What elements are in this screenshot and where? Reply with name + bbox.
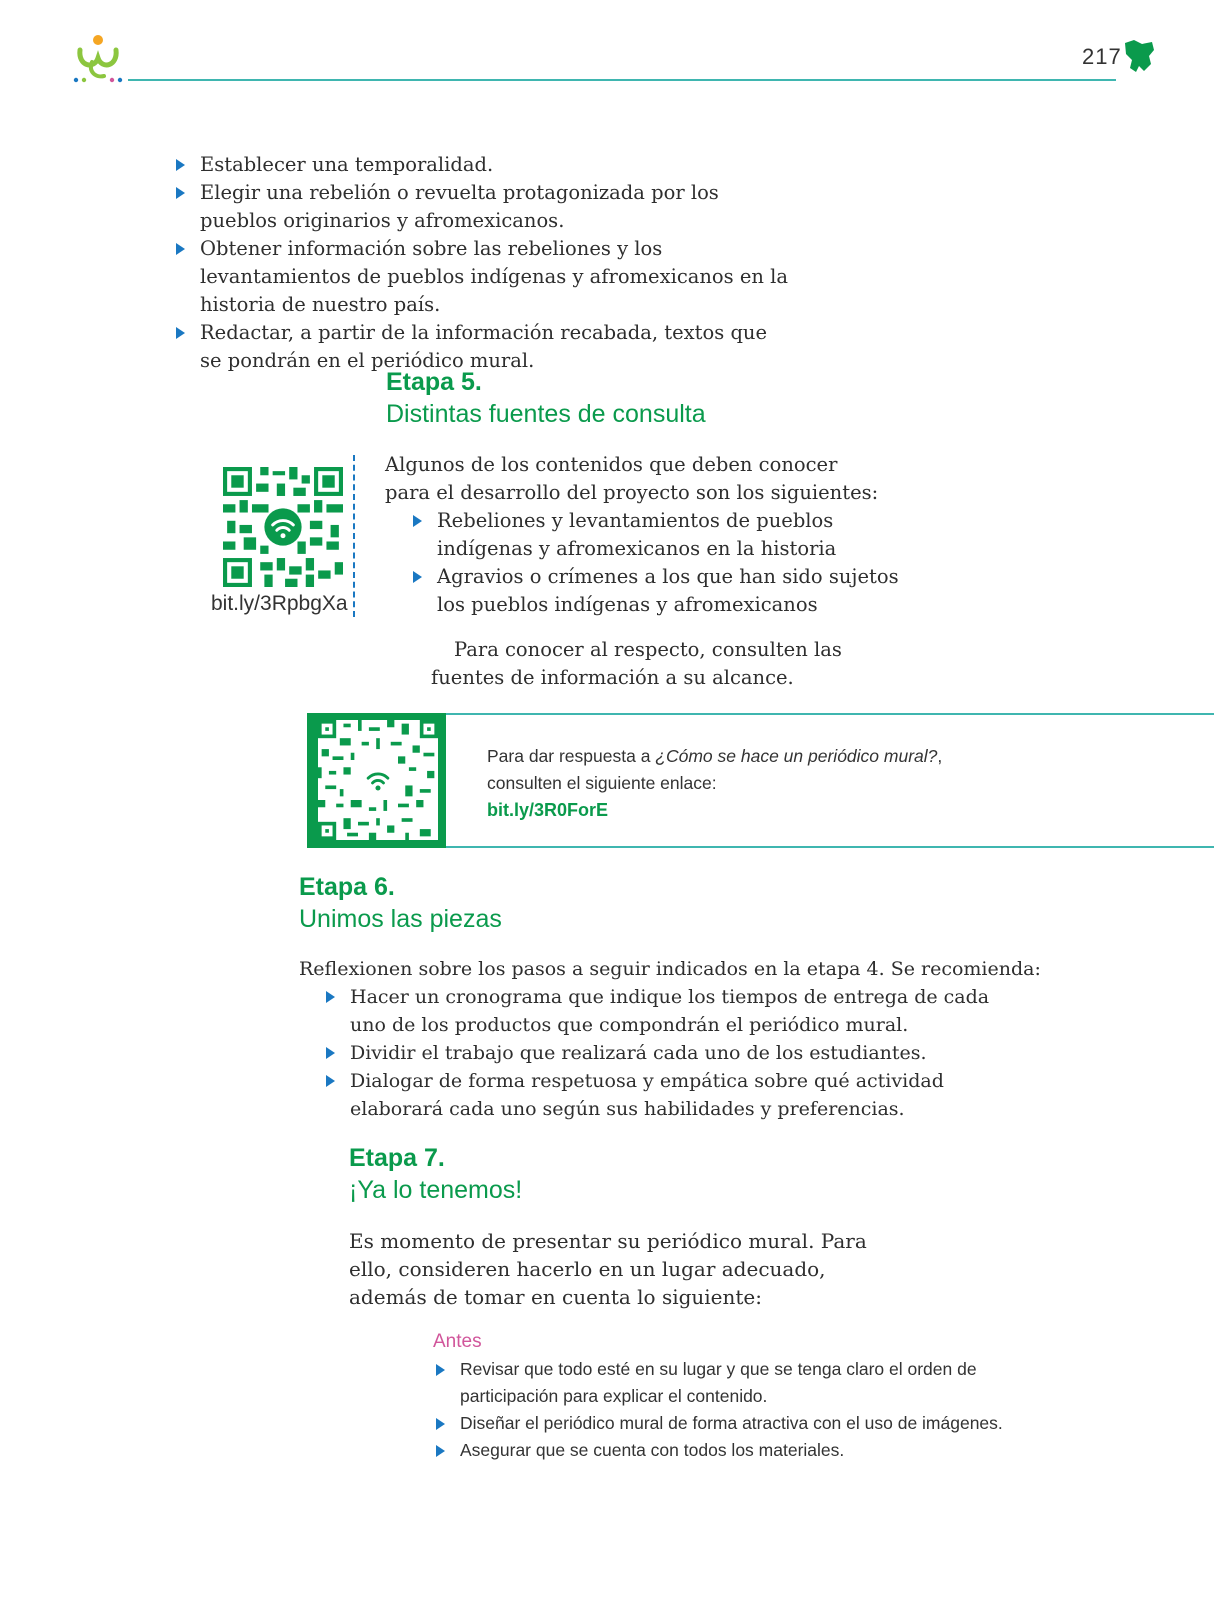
link-box: [307, 713, 1214, 848]
etapa5-closing: Para conocer al respecto, consulten las fuentes de información a su alcance.: [431, 638, 842, 689]
list-item: Rebeliones y levantamientos de pueblos indígenas y afromexicanos en la historia: [410, 507, 930, 563]
list-item: Dialogar de forma respetuosa y empática sobre qué actividad elaborará cada uno según sus habilidades y preferencias.: [323, 1067, 1003, 1123]
qr-code-icon[interactable]: [318, 720, 438, 840]
mexico-map-icon: [1122, 38, 1156, 74]
qr-panel: [307, 713, 446, 848]
list-item: Obtener información sobre las rebeliones y los levantamientos de pueblos indígenas y afromexicanos en la historia de nuestro país.: [173, 235, 793, 319]
list-item: Agravios o crímenes a los que han sido sujetos los pueblos indígenas y afromexicanos: [410, 563, 930, 619]
list-item: Asegurar que se cuenta con todos los materiales.: [433, 1437, 1033, 1464]
etapa6-heading: [299, 871, 502, 935]
etapa7-label: Etapa 7.: [349, 1144, 445, 1172]
header-rule: [128, 79, 1116, 81]
link-box-url[interactable]: bit.ly/3R0ForE: [487, 800, 609, 820]
etapa5-heading: [386, 366, 706, 430]
page-number: 217: [1082, 44, 1122, 69]
qr-link-label[interactable]: bit.ly/3RpbgXa: [211, 592, 348, 615]
list-item: Revisar que todo esté en su lugar y que se tenga claro el orden de participación para explicar el contenido.: [433, 1356, 1033, 1410]
list-item: Elegir una rebelión o revuelta protagonizada por los pueblos originarios y afromexicanos.: [173, 179, 793, 235]
antes-subheading: Antes: [433, 1331, 482, 1352]
etapa7-heading: [349, 1142, 522, 1206]
program-logo-icon: [70, 32, 126, 84]
link-box-text: [487, 743, 1087, 824]
etapa5-title: Distintas fuentes de consulta: [386, 400, 706, 428]
etapa6-bullet-list: [323, 983, 1003, 1123]
link-box-bottom-rule: [446, 846, 1214, 848]
intro-bullet-list: [173, 151, 793, 375]
etapa6-label: Etapa 6.: [299, 873, 395, 901]
list-item: Establecer una temporalidad.: [173, 151, 793, 179]
link-box-line2: consulten el siguiente enlace:: [487, 773, 717, 793]
list-item: Diseñar el periódico mural de forma atractiva con el uso de imágenes.: [433, 1410, 1033, 1437]
etapa6-title: Unimos las piezas: [299, 905, 502, 933]
etapa5-intro: Algunos de los contenidos que deben conocer para el desarrollo del proyecto son los siguientes:: [385, 453, 879, 504]
list-item: Hacer un cronograma que indique los tiempos de entrega de cada uno de los productos que compondrán el periódico mural.: [323, 983, 1003, 1039]
etapa5-bullet-list: [410, 507, 930, 619]
qr-code-icon[interactable]: [223, 467, 343, 587]
dashed-divider: [353, 455, 355, 617]
link-box-top-rule: [446, 713, 1214, 715]
list-item: Dividir el trabajo que realizará cada uno de los estudiantes.: [323, 1039, 1003, 1067]
etapa5-label: Etapa 5.: [386, 368, 482, 396]
header: [0, 0, 1214, 100]
etapa7-intro: Es momento de presentar su periódico mural. Para ello, consideren hacerlo en un lugar adecuado, además de tomar en cuenta lo siguiente:: [349, 1229, 867, 1309]
list-item: Redactar, a partir de la información recabada, textos que se pondrán en el periódico mural.: [173, 319, 793, 375]
etapa7-title: ¡Ya lo tenemos!: [349, 1176, 523, 1204]
link-box-line1: Para dar respuesta a ¿Cómo se hace un periódico mural?,: [487, 746, 943, 766]
antes-bullet-list: [433, 1356, 1033, 1464]
etapa6-intro: Reflexionen sobre los pasos a seguir indicados en la etapa 4. Se recomienda:: [299, 958, 1041, 980]
